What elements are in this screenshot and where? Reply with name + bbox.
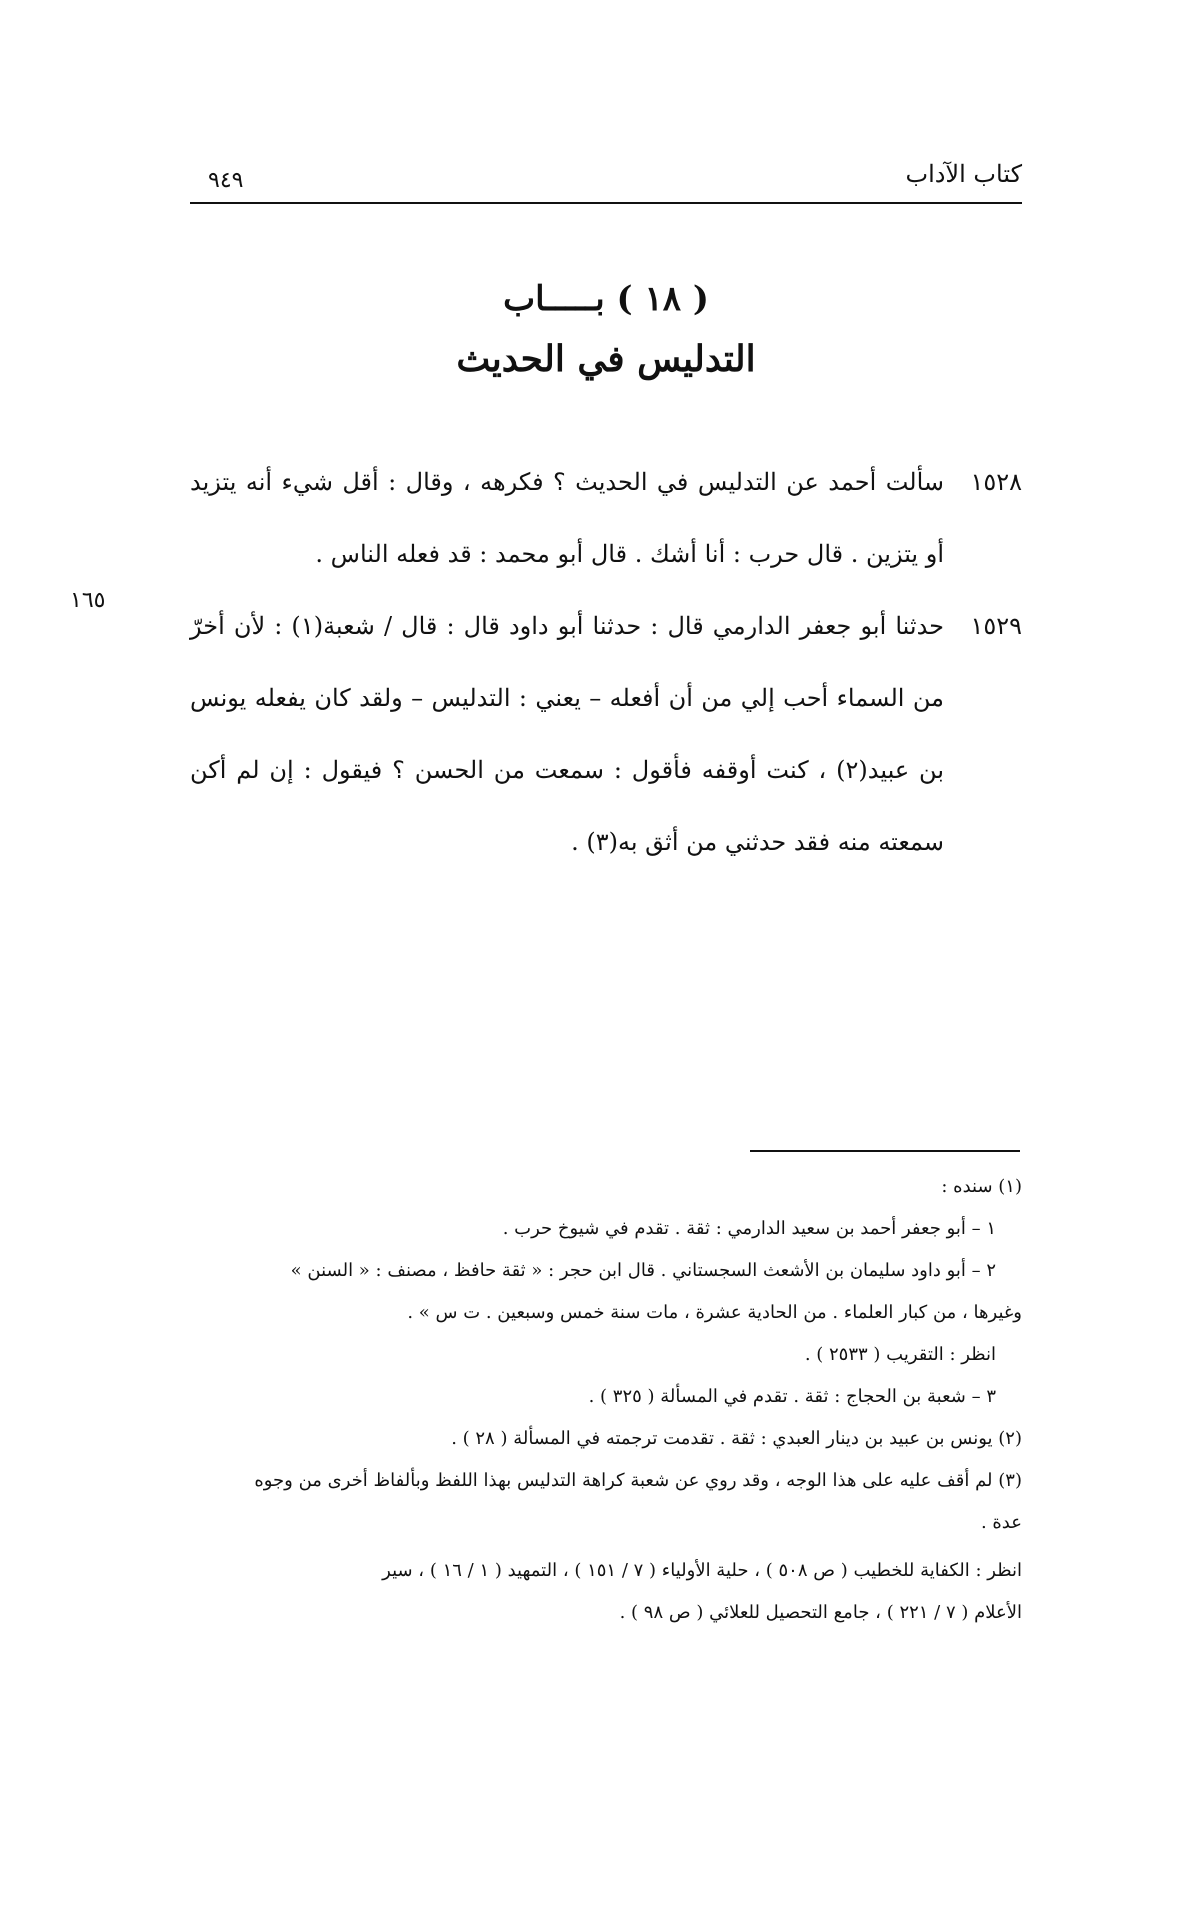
entry-1528 xyxy=(190,446,1022,590)
footnote-separator xyxy=(750,1150,1020,1152)
book-title: كتاب الآداب xyxy=(905,160,1022,188)
entry-text: سألت أحمد عن التدليس في الحديث ؟ فكرهه ، وقال : أقل شيء أنه يتزيد أو يتزين . قال حرب : أنا أشك . قال أبو محمد : قد فعله الناس . xyxy=(190,468,944,568)
footnote-1-item-2-ref: انظر : التقريب ( ٢٥٣٣ ) . xyxy=(804,1344,996,1365)
footnotes xyxy=(190,1166,1022,1634)
footnote-1-item-3: ٣ – شعبة بن الحجاج : ثقة . تقدم في المسألة ( ٣٢٥ ) . xyxy=(588,1386,996,1407)
entries-list xyxy=(190,446,1022,878)
footnote-1-item-2: ٢ – أبو داود سليمان بن الأشعث السجستاني . قال ابن حجر : « ثقة حافظ ، مصنف : « السنن » xyxy=(290,1260,996,1281)
entry-number: ١٥٢٩ xyxy=(970,612,1022,640)
chapter-number: ( ١٨ ) بـــــاب xyxy=(503,279,709,319)
chapter-heading xyxy=(190,270,1022,390)
footnote-1-item-1: ١ – أبو جعفر أحمد بن سعيد الدارمي : ثقة . تقدم في شيوخ حرب . xyxy=(502,1218,996,1239)
page-number: ٩٤٩ xyxy=(208,168,244,193)
running-header xyxy=(190,160,1022,204)
entry-number: ١٥٢٨ xyxy=(970,468,1022,496)
footnote-3-cont: عدة . xyxy=(980,1512,1022,1533)
margin-page-reference: ١٦٥ xyxy=(70,588,106,613)
entry-text: حدثنا أبو جعفر الدارمي قال : حدثنا أبو داود قال : قال / شعبة(١) : لأن أخرّ من السماء أحب إلي من أن أفعله – يعني : التدليس – ولقد كان يفعله يونس بن عبيد(٢) ، كنت أوقفه فأقول : سمعت من الحسن ؟ فيقول : إن لم أكن سمعته منه فقد حدثني من أثق به(٣) . xyxy=(190,612,945,856)
footnote-1-heading: (١) سنده : xyxy=(941,1176,1022,1197)
footnote-3-refs-cont: الأعلام ( ٧ / ٢٢١ ) ، جامع التحصيل للعلائي ( ص ٩٨ ) . xyxy=(619,1602,1022,1623)
chapter-title: التدليس في الحديث xyxy=(456,338,756,380)
footnote-3: (٣) لم أقف عليه على هذا الوجه ، وقد روي عن شعبة كراهة التدليس بهذا اللفظ وبألفاظ أخرى من وجوه xyxy=(254,1470,1022,1491)
entry-1529 xyxy=(190,590,1022,878)
footnote-3-refs: انظر : الكفاية للخطيب ( ص ٥٠٨ ) ، حلية الأولياء ( ٧ / ١٥١ ) ، التمهيد ( ١ / ١٦ ) ، سير xyxy=(382,1560,1022,1581)
footnote-2: (٢) يونس بن عبيد بن دينار العبدي : ثقة . تقدمت ترجمته في المسألة ( ٢٨ ) . xyxy=(451,1428,1022,1449)
header-rule xyxy=(190,202,1022,204)
footnote-1-item-2-cont: وغيرها ، من كبار العلماء . من الحادية عشرة ، مات سنة خمس وسبعين . ت س » . xyxy=(407,1302,1022,1323)
